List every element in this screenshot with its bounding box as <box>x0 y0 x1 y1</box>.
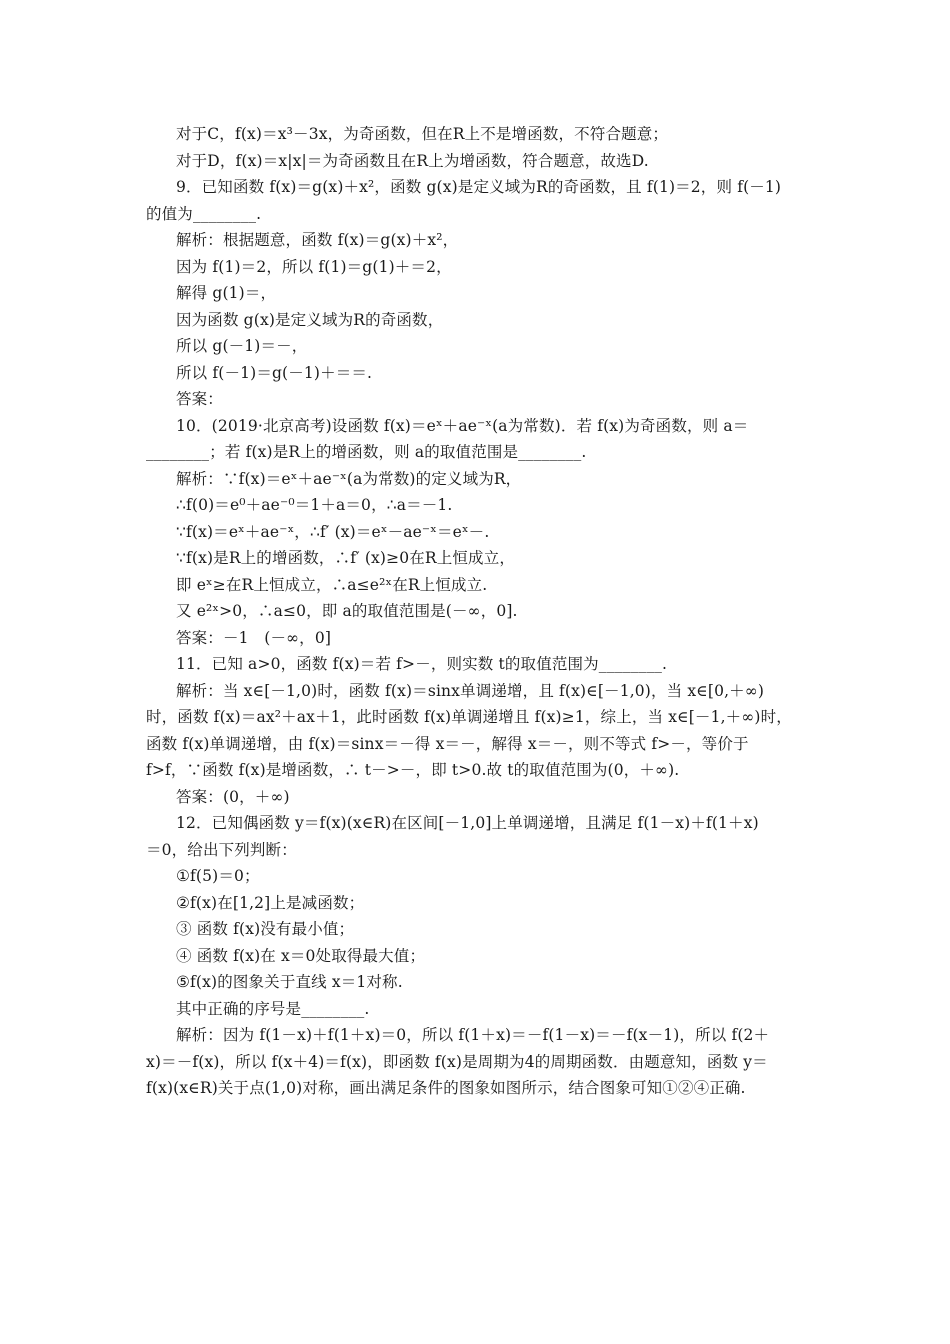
text-line: ∵f(x)是R上的增函数，∴f′ (x)≥0在R上恒成立， <box>176 549 515 567</box>
text-line: ②f(x)在[1,2]上是减函数； <box>176 893 365 912</box>
text-line: 9．已知函数 f(x)＝g(x)＋x²，函数 g(x)是定义域为R的奇函数，且 f(1)＝2，则 f(－1) <box>176 178 782 196</box>
text-line: ④ 函数 f(x)在 x＝0处取得最大值； <box>176 946 426 965</box>
text-line: ∴f(0)＝e⁰＋ae⁻⁰＝1＋a＝0，∴a＝－1. <box>176 496 453 514</box>
text-line: 所以 f(－1)＝g(－1)＋＝＝. <box>176 363 373 382</box>
document-body <box>146 121 806 1102</box>
text-line: 因为 f(1)＝2，所以 f(1)＝g(1)＋＝2， <box>176 257 452 276</box>
text-line: 因为函数 g(x)是定义域为R的奇函数， <box>176 310 444 329</box>
text-line: 所以 g(－1)＝－， <box>176 337 308 355</box>
text-line: ⑤f(x)的图象关于直线 x＝1对称. <box>176 973 403 991</box>
text-line: ③ 函数 f(x)没有最小值； <box>176 920 355 938</box>
text-line: 解析：因为 f(1－x)＋f(1＋x)＝0，所以 f(1＋x)＝－f(1－x)＝－f(x－1)，所以 f(2＋ <box>176 1026 770 1044</box>
text-line: 答案：－1 (－∞，0] <box>176 628 332 647</box>
text-line: 12．已知偶函数 y＝f(x)(x∈R)在区间[－1,0]上单调递增，且满足 f(1－x)＋f(1＋x) <box>176 814 759 832</box>
text-line: 时，函数 f(x)＝ax²＋ax＋1，此时函数 f(x)单调递增且 f(x)≥1，综上，当 x∈[－1,＋∞)时， <box>146 708 792 726</box>
text-line: 解得 g(1)＝， <box>176 284 277 302</box>
text-line: 答案： <box>176 390 223 408</box>
text-line: x)＝－f(x)，所以 f(x＋4)＝f(x)，即函数 f(x)是周期为4的周期函数．由题意知，函数 y＝ <box>146 1052 768 1071</box>
text-line: 的值为________. <box>146 204 262 223</box>
text-line: 即 eˣ≥在R上恒成立，∴a≤e²ˣ在R上恒成立. <box>176 575 488 594</box>
text-line: ①f(5)＝0； <box>176 867 260 885</box>
text-line: ∵f(x)＝eˣ＋ae⁻ˣ，∴f′ (x)＝eˣ－ae⁻ˣ＝eˣ－. <box>176 522 490 541</box>
text-line: 又 e²ˣ>0，∴a≤0，即 a的取值范围是(－∞，0]. <box>176 602 518 620</box>
text-line: 解析：当 x∈[－1,0)时，函数 f(x)＝sinx单调递增，且 f(x)∈[－1,0)，当 x∈[0,＋∞) <box>176 681 765 700</box>
text-line: f>f，∵函数 f(x)是增函数，∴ t－>－，即 t>0.故 t的取值范围为(0，＋∞). <box>146 761 680 779</box>
text-line: f(x)(x∈R)关于点(1,0)对称，画出满足条件的图象如图所示，结合图象可知①②④正确. <box>146 1079 746 1097</box>
text-line: ________；若 f(x)是R上的增函数，则 a的取值范围是________. <box>146 443 587 461</box>
text-line: 其中正确的序号是________. <box>176 999 370 1018</box>
text-line: 答案：(0，＋∞) <box>176 787 290 806</box>
text-line: 解析：∵f(x)＝eˣ＋ae⁻ˣ(a为常数)的定义域为R， <box>176 469 522 488</box>
text-line: 11．已知 a>0，函数 f(x)＝若 f>－，则实数 t的取值范围为________. <box>176 655 668 673</box>
text-line: 函数 f(x)单调递增，由 f(x)＝sinx＝－得 x＝－，解得 x＝－，则不等式 f>－，等价于 <box>146 734 749 753</box>
text-line: 对于D，f(x)＝x|x|＝为奇函数且在R上为增函数，符合题意，故选D. <box>176 151 649 170</box>
text-line: 10．(2019·北京高考)设函数 f(x)＝eˣ＋ae⁻ˣ(a为常数)．若 f(x)为奇函数，则 a＝ <box>176 416 749 435</box>
text-line: ＝0，给出下列判断： <box>146 840 297 859</box>
text-line: 解析：根据题意，函数 f(x)＝g(x)＋x²， <box>176 231 459 249</box>
text-line: 对于C，f(x)＝x³－3x，为奇函数，但在R上不是增函数，不符合题意； <box>176 125 669 143</box>
